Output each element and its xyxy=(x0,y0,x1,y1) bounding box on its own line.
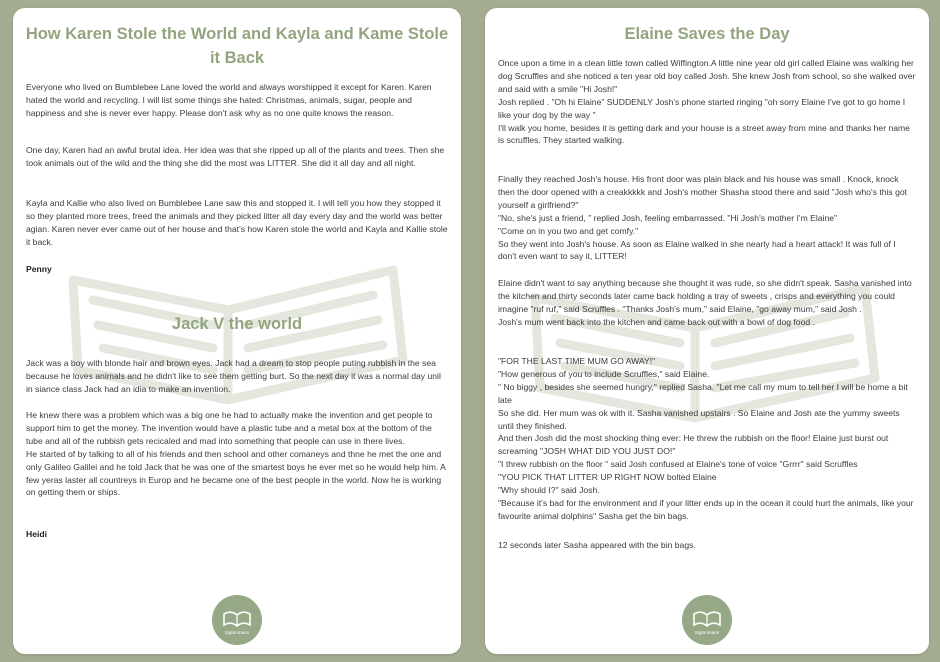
story-paragraph: 12 seconds later Sasha appeared with the bin bags. xyxy=(498,540,696,550)
story-paragraph: He knew there was a problem which was a big one he had to actually make the invention and get people to support him to get the money. The invention would have a plastic tube and a metal box at the bottom of the tube and all of the rubbish gets recicaled and mad into something that people can use in there lives. He started of by talking to all of his friends and then school and other comaneys and thne he met the one and only Galileo Galilei and he told Jack that he was one of the smartest boys he ever met so he would help him. A few yeras laster all countreys in Europ and he became one of the best people in the world. Now he is working on getting them or ships. xyxy=(26,410,446,498)
story-title: How Karen Stole the World and Kayla and Kame Stole it Back xyxy=(25,25,449,67)
logo-text: Sigtonmann xyxy=(224,630,250,635)
logo-text: Sigtonmann xyxy=(694,630,720,635)
story-paragraph: Finally they reached Josh's house. His front door was plain black and his house was small . Knock, knock then the door opened with a creakkkkk and Josh's mother Shasha stood there and said "Josh who's this got yourself a girlfriend?" "No, she's just a friend, " replied Josh, feeling embarrassed. "Hi Josh's mother I'm Elaine" "Come on in you two and get comfy." So they went into Josh's house. As soon as Elaine walked in she nearly had a heart attack! It was full of I don't even want to say it, LITTER! xyxy=(498,174,908,262)
left-page xyxy=(13,8,461,654)
story-author: Heidi xyxy=(26,529,48,539)
story-paragraph: Kayla and Kallie who also lived on Bumblebee Lane saw this and stopped it. I will tell you how they stopped it so they planted more trees, freed the animals and they picked litter all day every day and the world was better agian. Karen never ever came out of her house and that's how Karen stole the world and Kayla and Kallie stole it back. xyxy=(26,198,448,247)
story-title: Elaine Saves the Day xyxy=(624,25,790,43)
story-title: Jack V the world xyxy=(171,315,303,333)
story-paragraph: Once upon a time in a clean little town called Wiffington.A little nine year old girl called Elaine was walking her dog Scruffles and she noticed a ten year old boy called Josh. She knew Josh from school, so she walked over and said with a smile "Hi Josh!" Josh replied . "Oh hi Elaine" SUDDENLY Josh's phone started ringing "oh sorry Elaine I've got to go home I like your dog by the way " I'll walk you home, besides it is getting dark and your house is a street away from mine and thanks her name is scruffles. They started walking. xyxy=(498,58,916,146)
story-author: Penny xyxy=(26,264,52,274)
story-paragraph: "FOR THE LAST TIME MUM GO AWAY!" "How generous of you to include Scruffles," said Elaine. " No biggy , besides she seemed hungry," replied Sasha. "Let me call my mum to tell her I will be home a bit late So she did. Her mum was ok with it. Sasha vanished upstairs . So Elaine and Josh ate the yummy sweets until they finished. And then Josh did the most shocking thing ever: He threw the rubbish on the floor! Elaine just burst out screaming "JOSH WHAT DID YOU JUST DO!" "I threw rubbish on the floor " said Josh confused at Elaine's tone of voice "Grrrr" said Scruffles "YOU PICK THAT LITTER UP RIGHT NOW bolted Elaine "Why should I?" said Josh. "Because it's bad for the environment and if your litter ends up in the ocean it could hurt the animals, like your favourite animal dolphins" Sasha get the bin bags. xyxy=(498,356,914,521)
open-book-logo-icon xyxy=(211,594,263,646)
story-paragraph: Everyone who lived on Bumblebee Lane loved the world and always worshipped it except for Karen. Karen hated the world and recycling. I will list some things she hated: Christmas, animals, sugar, people and happiness and she is never ever happy. Please don't ask why as no one quite knows the reason. xyxy=(26,82,432,118)
story-paragraph: One day, Karen had an awful brutal idea. Her idea was that she ripped up all of the plants and trees. Then she took animals out of the wild and the thing she did the most was LITTER. She did it all day and all night. xyxy=(26,145,445,168)
story-paragraph: Elaine didn't want to say anything because she thought it was rude, so she didn't speak. Sasha vanished into the kitchen and thirty seconds later came back holding a tray of sweets , crisps and everything you could imagine "ruf ruf," said Scruffles . "Thanks Josh's mum," said Elaine, "go away mum," said Josh . Josh's mum went back into the kitchen and came back out with a bowl of dog food . xyxy=(498,278,912,327)
right-page xyxy=(485,8,929,654)
open-book-logo-icon xyxy=(681,594,733,646)
story-paragraph: Jack was a boy with blonde hair and brown eyes. Jack had a dream to stop people puting rubbish in the sea because he loves animals and he didn't like to see them getting burt. So the next day it was a normal day unil in siance class Jack had an idia to make an invention. xyxy=(26,358,441,394)
